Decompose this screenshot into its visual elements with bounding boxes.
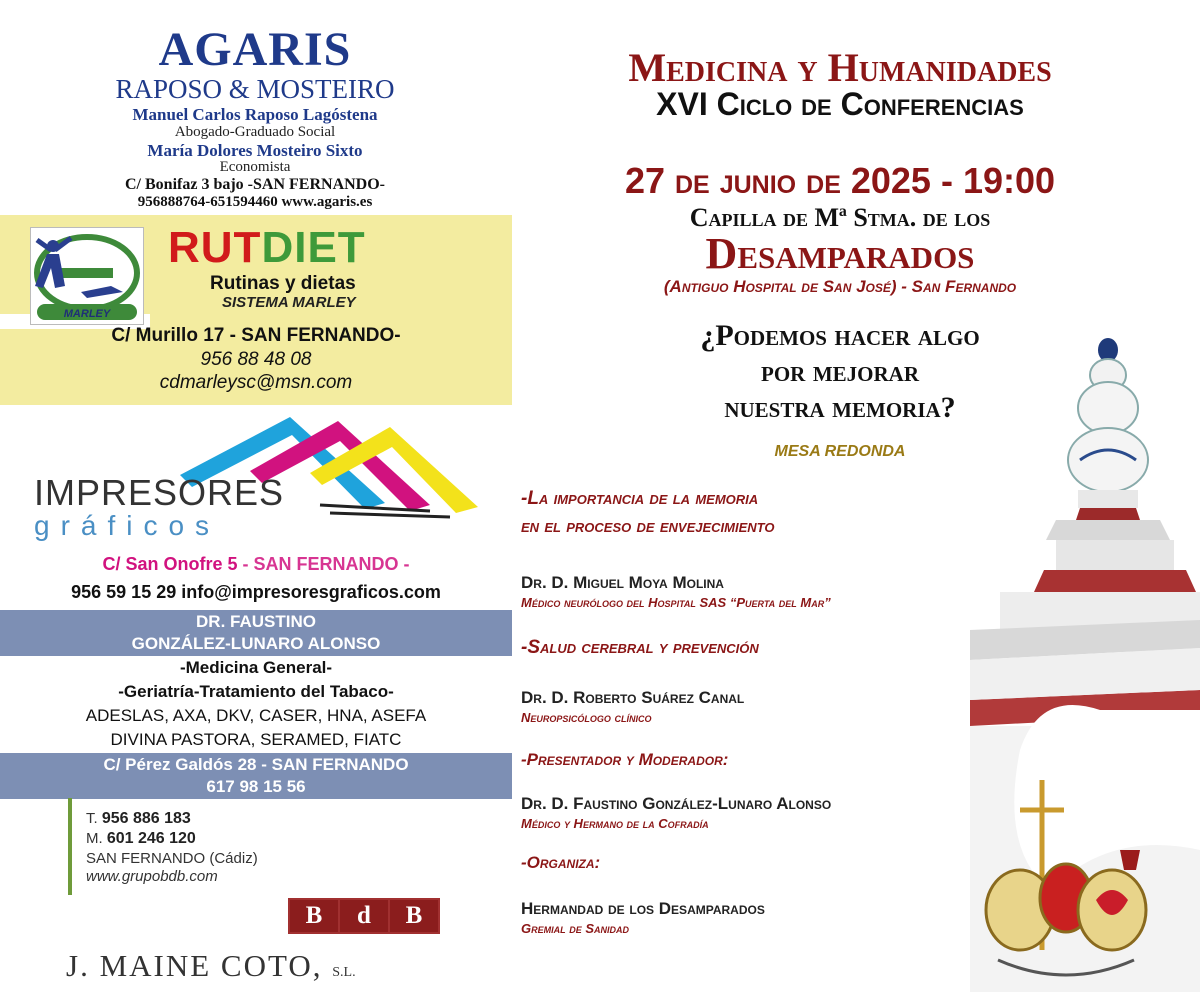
marley-logo xyxy=(30,227,144,325)
agaris-address: C/ Bonifaz 3 bajo -SAN FERNANDO- xyxy=(125,176,385,193)
agaris-person-2: María Dolores Mosteiro Sixto xyxy=(147,141,363,160)
impresores-name: IMPRESORES xyxy=(34,472,285,513)
bdb-phone xyxy=(86,810,191,828)
rutdiet-name-part1: RUT xyxy=(168,223,262,272)
agaris-firm: RAPOSO & MOSTEIRO xyxy=(115,74,395,104)
speaker-1-role: Médico neurólogo del Hospital SAS “Puerta del Mar” xyxy=(521,595,831,610)
event-title: Medicina y Humanidades xyxy=(628,45,1052,90)
venue-line-1: Capilla de Mª Stma. de los xyxy=(689,203,991,232)
event-format: MESA REDONDA xyxy=(774,443,906,460)
bdb-phone-number: 956 886 183 xyxy=(101,810,191,827)
rutdiet-phone: 956 88 48 08 xyxy=(200,349,312,370)
bdb-mobile xyxy=(86,830,196,848)
speaker-2-name: Dr. D. Roberto Suárez Canal xyxy=(521,688,745,707)
doctor-line-1: -Medicina General- xyxy=(179,658,333,677)
marley-logo-icon xyxy=(31,228,143,324)
agaris-person-1: Manuel Carlos Raposo Lagóstena xyxy=(132,105,378,124)
rutdiet-name-part2: DIET xyxy=(261,223,366,272)
question-line-1: ¿Podemos hacer algo xyxy=(700,319,980,352)
rutdiet-ad xyxy=(0,215,512,405)
impresores-address xyxy=(0,554,512,575)
bdb-web: www.grupobdb.com xyxy=(86,868,218,885)
topic-1-line-2: en el proceso de envejecimiento xyxy=(521,516,775,537)
bdb-mobile-label: M. xyxy=(86,830,103,847)
agaris-contact: 956888764-651594460 www.agaris.es xyxy=(137,194,373,210)
topic-2: -Salud cerebral y prevención xyxy=(521,637,759,658)
speaker-1-name: Dr. D. Miguel Moya Molina xyxy=(521,573,724,592)
doctor-name-line1: DR. FAUSTINO xyxy=(196,612,316,631)
agaris-role-2: Economista xyxy=(219,159,291,175)
event-venue xyxy=(520,205,1160,297)
agaris-brand: AGARIS xyxy=(158,23,352,76)
bdb-ad xyxy=(0,798,512,992)
impresores-subname: gráficos xyxy=(34,510,221,541)
impresores-street: C/ San Onofre 5 xyxy=(102,554,238,574)
doctor-phone: 617 98 15 56 xyxy=(206,777,306,796)
maine-coto-name xyxy=(66,948,356,984)
bdb-tile-3: B xyxy=(388,898,440,934)
event-date: 27 de junio de 2025 - 19:00 xyxy=(624,160,1056,201)
bdb-city: SAN FERNANDO (Cádiz) xyxy=(86,850,258,867)
doctor-line-2: -Geriatría-Tratamiento del Tabaco- xyxy=(118,682,394,701)
organizer-name: Hermandad de los Desamparados xyxy=(521,899,765,918)
event-header xyxy=(520,45,1160,122)
bdb-mobile-number: 601 246 120 xyxy=(106,830,196,847)
belfry-illustration xyxy=(960,330,1200,992)
rutdiet-tagline: Rutinas y dietas xyxy=(210,273,356,294)
venue-line-2: Desamparados xyxy=(705,229,975,278)
bdb-phone-label: T. xyxy=(86,810,98,827)
impresores-city: - SAN FERNANDO - xyxy=(237,554,410,574)
venue-note: (Antiguo Hospital de San José) - San Fernando xyxy=(663,277,1017,296)
impresores-contact: 956 59 15 29 info@impresoresgraficos.com xyxy=(71,582,441,602)
doctor-name-line2: GONZÁLEZ-LUNARO ALONSO xyxy=(131,634,381,653)
organizer-sub: Gremial de Sanidad xyxy=(521,921,630,936)
maine-coto-company: J. MAINE COTO, xyxy=(66,948,323,983)
question-line-2: por mejorar xyxy=(761,355,919,388)
moderator-label: -Presentador y Moderador: xyxy=(521,750,729,769)
topic-1-line-1: -La importancia de la memoria xyxy=(521,488,759,509)
doctor-ad xyxy=(0,610,512,798)
rutdiet-address: C/ Murillo 17 - SAN FERNANDO- xyxy=(111,325,401,346)
doctor-insurers-2: DIVINA PASTORA, SERAMED, FIATC xyxy=(110,730,402,749)
bdb-tile-1: B xyxy=(288,898,340,934)
moderator-name: Dr. D. Faustino González-Lunaro Alonso xyxy=(521,794,832,813)
doctor-insurers-1: ADESLAS, AXA, DKV, CASER, HNA, ASEFA xyxy=(85,706,427,725)
impresores-ad xyxy=(0,405,512,610)
speaker-2-role: Neuropsicólogo clínico xyxy=(521,710,652,725)
event-question xyxy=(520,318,1160,426)
rutdiet-email: cdmarleysc@msn.com xyxy=(159,372,353,393)
svg-text:MARLEY: MARLEY xyxy=(63,308,111,320)
organizer-label: -Organiza: xyxy=(521,853,601,872)
rutdiet-system: SISTEMA MARLEY xyxy=(222,294,356,311)
doctor-address: C/ Pérez Galdós 28 - SAN FERNANDO xyxy=(103,755,409,774)
agaris-ad xyxy=(0,0,510,215)
agaris-role-1: Abogado-Graduado Social xyxy=(174,124,336,140)
event-subtitle: XVI Ciclo de Conferencias xyxy=(656,86,1024,122)
maine-coto-suffix: S.L. xyxy=(332,965,356,980)
question-line-3: nuestra memoria? xyxy=(724,391,956,424)
green-divider xyxy=(68,798,72,895)
moderator-role: Médico y Hermano de la Cofradía xyxy=(521,816,709,831)
bdb-tile-2: d xyxy=(338,898,390,934)
rutdiet-name xyxy=(168,223,366,273)
